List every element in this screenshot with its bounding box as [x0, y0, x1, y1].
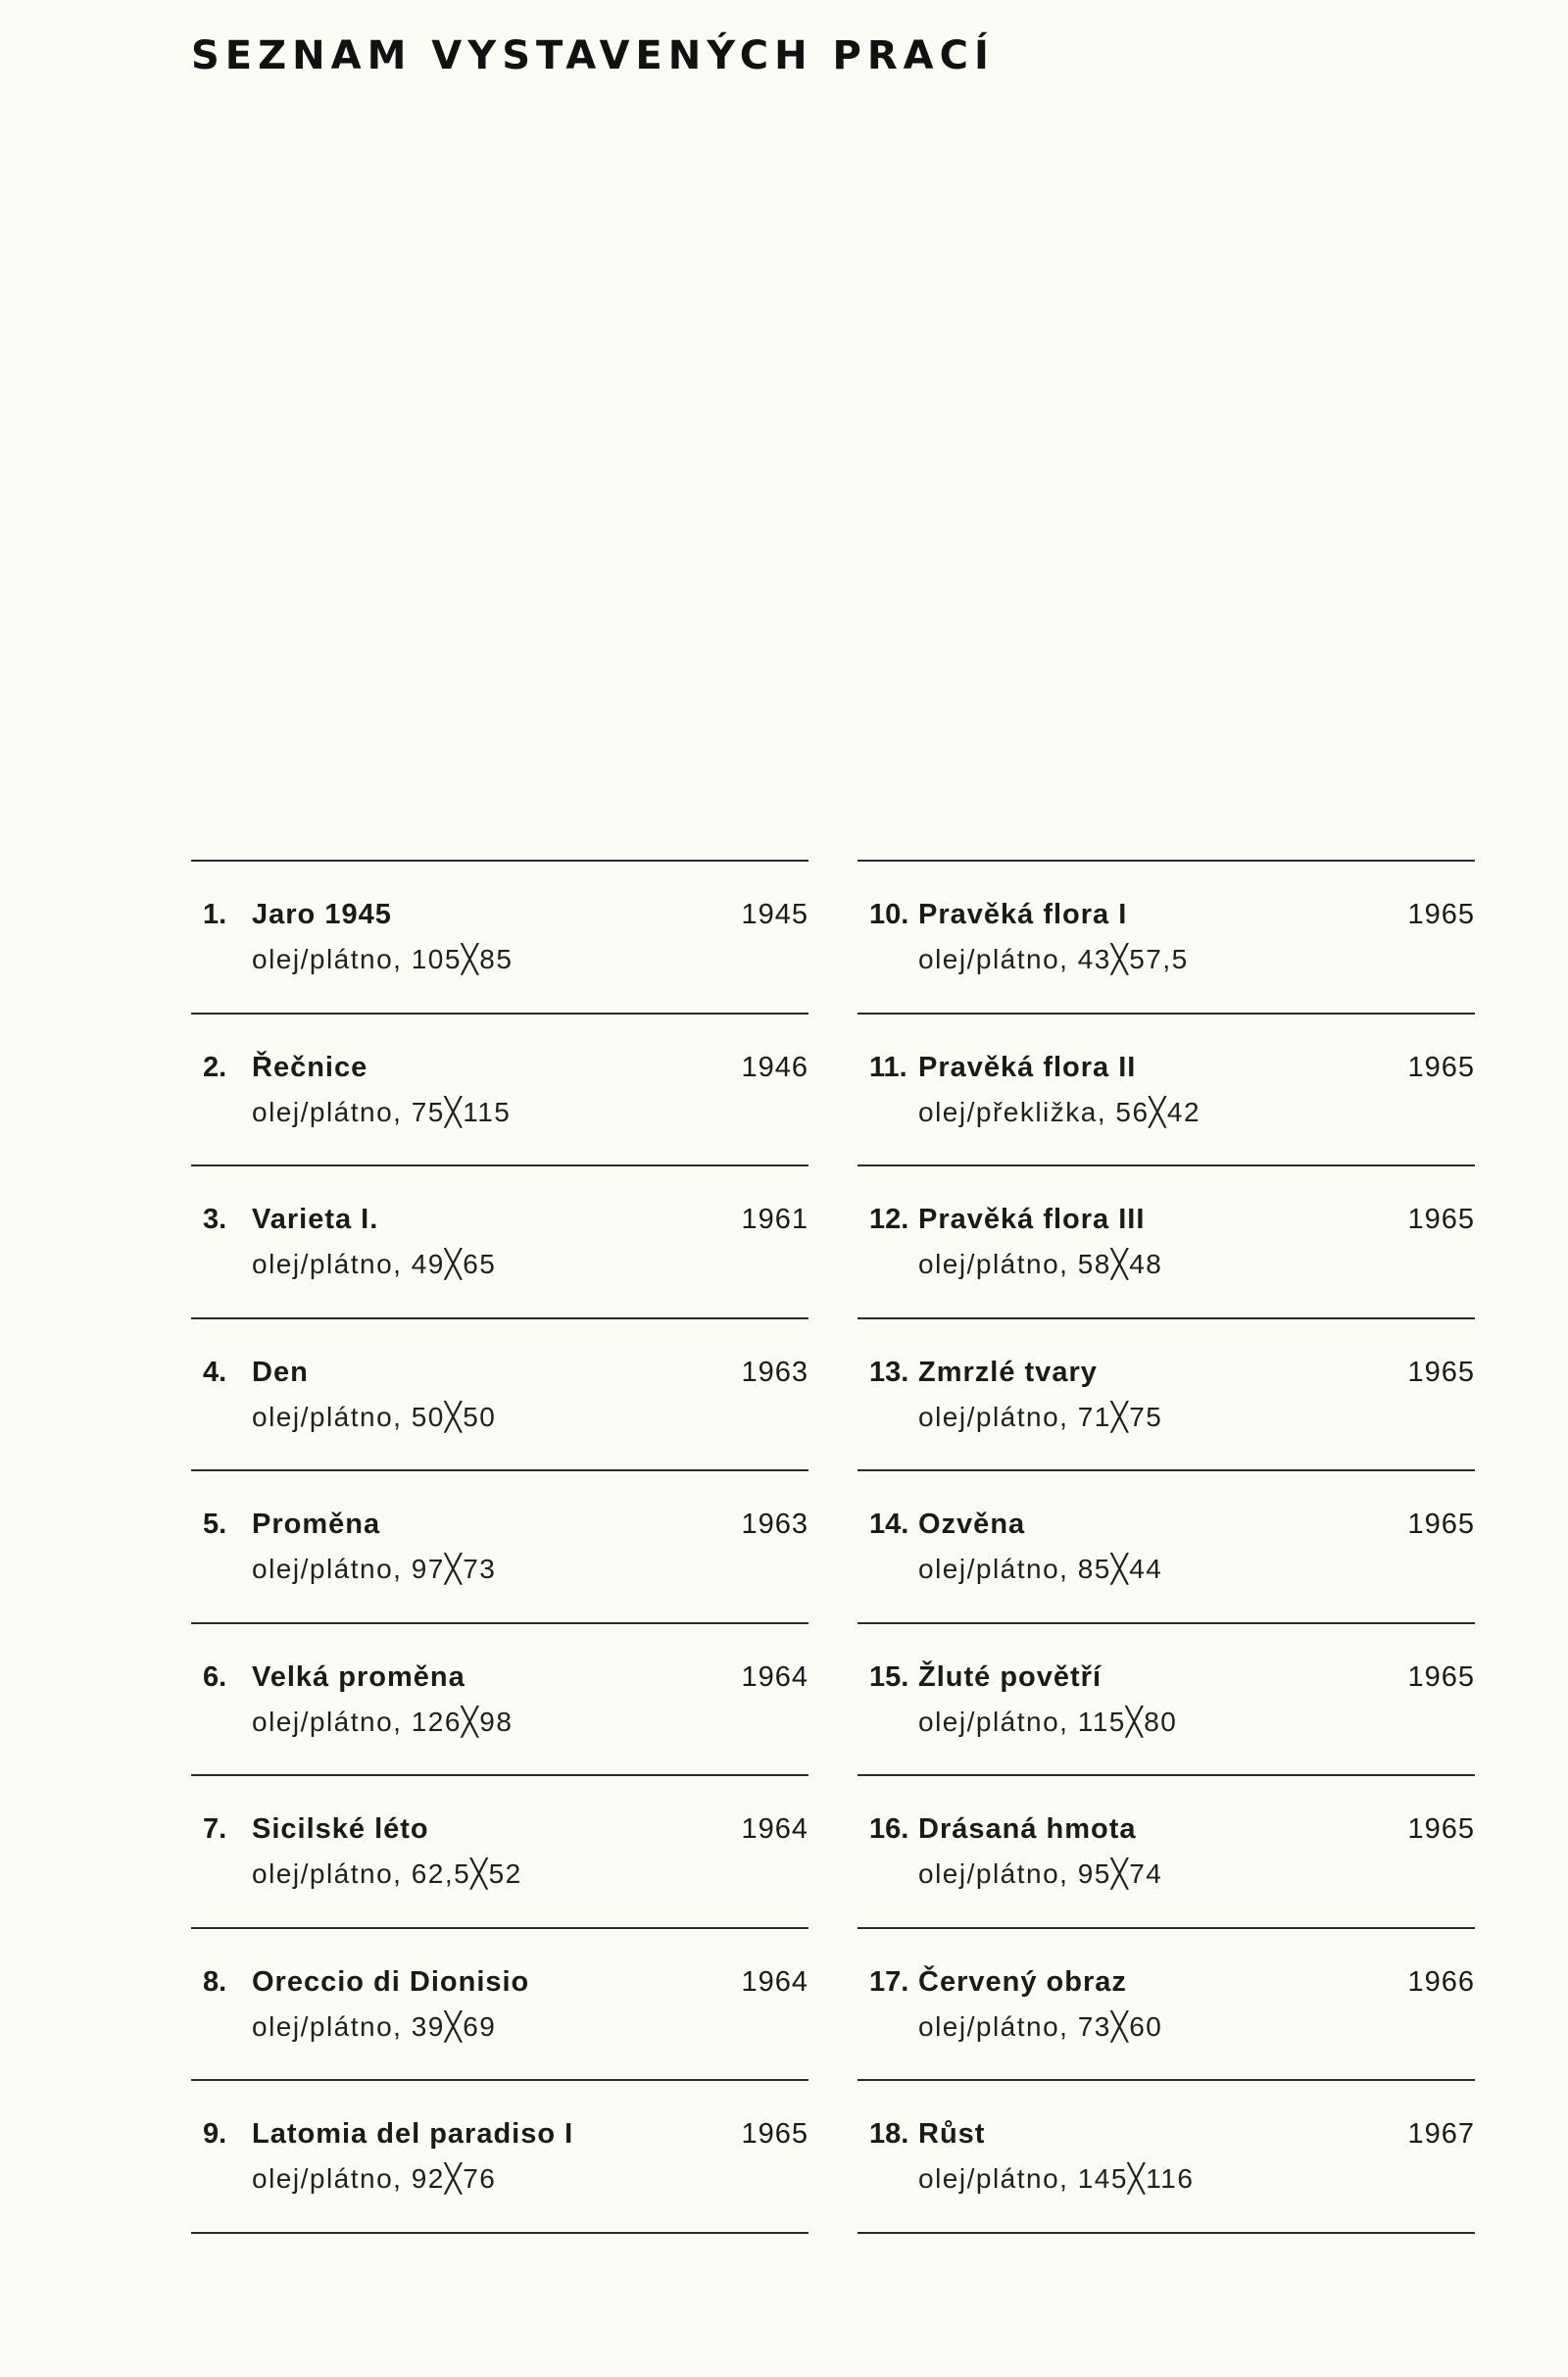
work-entry [191, 1166, 808, 1319]
work-number: 18. [869, 2118, 909, 2150]
work-year: 1965 [1407, 1356, 1475, 1388]
work-entry [858, 1776, 1475, 1929]
work-year: 1964 [741, 1965, 808, 1998]
work-title: Pravěká flora III [918, 1204, 1146, 1235]
work-entry [191, 2081, 808, 2234]
works-column-right [858, 860, 1475, 2234]
work-entry [191, 1471, 808, 1624]
work-number: 6. [203, 1660, 227, 1693]
work-title: Den [252, 1356, 309, 1388]
work-title: Latomia del paradiso I [252, 2118, 574, 2150]
work-entry [858, 2081, 1475, 2234]
work-medium: olej/plátno, 43╳57,5 [918, 944, 1189, 974]
work-medium: olej/plátno, 95╳74 [918, 1858, 1163, 1889]
work-year: 1965 [1407, 1813, 1475, 1845]
work-number: 9. [203, 2118, 227, 2150]
work-medium: olej/plátno, 75╳115 [252, 1096, 512, 1127]
work-year: 1965 [741, 2118, 808, 2150]
work-medium: olej/plátno, 145╳116 [918, 2163, 1195, 2194]
work-number: 10. [869, 899, 909, 930]
work-title: Sicilské léto [252, 1813, 429, 1845]
work-year: 1964 [741, 1813, 808, 1845]
work-entry [858, 1929, 1475, 2082]
work-medium: olej/plátno, 105╳85 [252, 944, 514, 974]
work-title: Drásaná hmota [918, 1813, 1137, 1845]
work-number: 5. [203, 1509, 227, 1540]
work-year: 1965 [1407, 1051, 1475, 1083]
work-entry [858, 1015, 1475, 1167]
work-number: 7. [203, 1813, 227, 1845]
work-year: 1965 [1407, 899, 1475, 930]
work-number: 15. [869, 1660, 909, 1693]
work-entry [191, 1929, 808, 2082]
work-title: Růst [918, 2118, 986, 2150]
work-medium: olej/plátno, 58╳48 [918, 1249, 1163, 1279]
work-medium: olej/plátno, 126╳98 [252, 1706, 514, 1737]
work-title: Zmrzlé tvary [918, 1356, 1098, 1388]
work-entry [191, 1015, 808, 1167]
work-medium: olej/plátno, 39╳69 [252, 2010, 497, 2042]
work-number: 1. [203, 899, 227, 930]
work-number: 3. [203, 1204, 227, 1235]
work-title: Jaro 1945 [252, 899, 392, 930]
works-column-left [191, 860, 808, 2234]
work-year: 1965 [1407, 1660, 1475, 1693]
work-title: Žluté povětří [918, 1660, 1102, 1693]
work-entry [858, 1166, 1475, 1319]
work-number: 17. [869, 1965, 909, 1998]
work-medium: olej/plátno, 85╳44 [918, 1554, 1163, 1584]
work-entry [858, 1624, 1475, 1777]
work-entry [858, 1319, 1475, 1472]
work-entry [191, 1776, 808, 1929]
work-year: 1963 [741, 1356, 808, 1388]
page-title: SEZNAM VYSTAVENÝCH PRACÍ [191, 33, 995, 78]
work-medium: olej/plátno, 73╳60 [918, 2010, 1163, 2042]
work-number: 8. [203, 1965, 227, 1998]
work-title: Velká proměna [252, 1660, 466, 1693]
work-entry [191, 862, 808, 1015]
work-number: 2. [203, 1051, 227, 1083]
work-title: Řečnice [252, 1051, 368, 1083]
work-medium: olej/plátno, 62,5╳52 [252, 1858, 522, 1889]
work-medium: olej/plátno, 97╳73 [252, 1554, 497, 1584]
work-year: 1965 [1407, 1509, 1475, 1540]
work-entry [858, 862, 1475, 1015]
work-medium: olej/plátno, 115╳80 [918, 1706, 1178, 1737]
work-entry [191, 1319, 808, 1472]
work-year: 1963 [741, 1509, 808, 1540]
work-title: Červený obraz [918, 1965, 1127, 1998]
work-year: 1964 [741, 1660, 808, 1693]
work-year: 1966 [1407, 1965, 1475, 1998]
work-year: 1961 [741, 1204, 808, 1235]
work-medium: olej/plátno, 92╳76 [252, 2163, 497, 2194]
work-number: 13. [869, 1356, 909, 1388]
work-title: Varieta I. [252, 1204, 379, 1235]
work-title: Oreccio di Dionisio [252, 1965, 530, 1998]
work-year: 1946 [741, 1051, 808, 1083]
work-medium: olej/plátno, 49╳65 [252, 1249, 497, 1279]
work-year: 1965 [1407, 1204, 1475, 1235]
work-number: 14. [869, 1509, 909, 1540]
work-medium: olej/překližka, 56╳42 [918, 1096, 1201, 1127]
work-title: Pravěká flora I [918, 899, 1128, 930]
work-medium: olej/plátno, 71╳75 [918, 1401, 1163, 1432]
work-number: 11. [869, 1051, 907, 1083]
work-entry [191, 1624, 808, 1777]
work-number: 16. [869, 1813, 909, 1845]
work-number: 4. [203, 1356, 227, 1388]
work-medium: olej/plátno, 50╳50 [252, 1401, 497, 1432]
work-year: 1967 [1407, 2118, 1475, 2150]
work-year: 1945 [741, 899, 808, 930]
work-entry [858, 1471, 1475, 1624]
work-number: 12. [869, 1204, 909, 1235]
work-title: Pravěká flora II [918, 1051, 1137, 1083]
work-title: Proměna [252, 1509, 381, 1540]
work-title: Ozvěna [918, 1509, 1026, 1540]
